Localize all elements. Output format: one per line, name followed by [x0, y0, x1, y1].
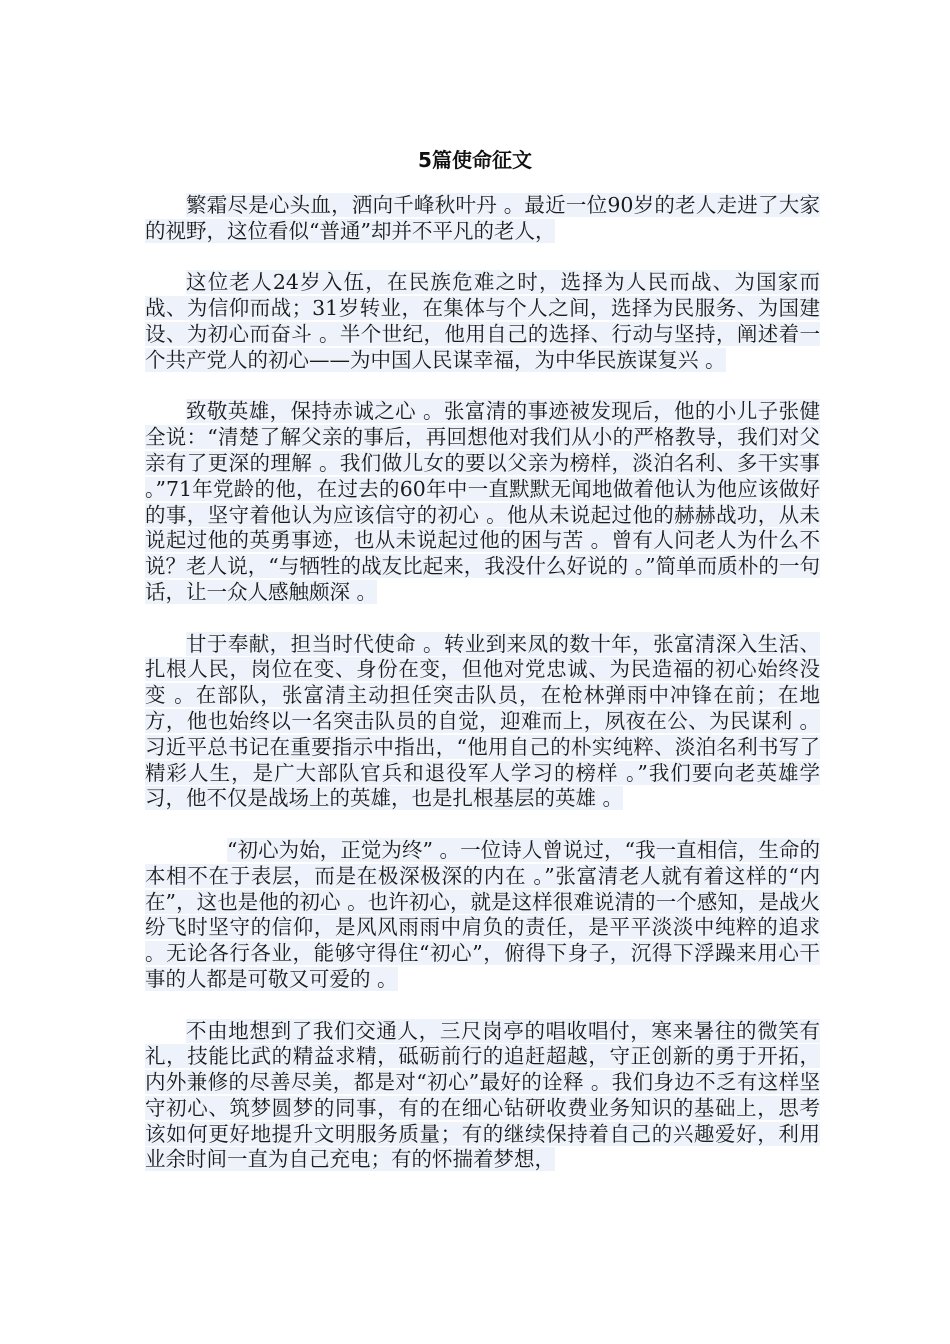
paragraph-1	[145, 193, 820, 245]
paragraph-text: 甘于奉献，担当时代使命 。转业到来凤的数十年，张富清深入生活、扎根人民，岗位在变、身份在变，但他对党忠诚、为民造福的初心始终没变 。在部队，张富清主动担任突击队员，在枪林弹雨中冲锋在前；在地方，他也始终以一名突击队员的自觉，迎难而上，夙夜在公、为民谋利 。习近平总书记在重要指示中指出，“他用自己的朴实纯粹、淡泊名利书写了精彩人生，是广大部队官兵和退役军人学习的榜样 。”我们要向老英雄学习，他不仅是战场上的英雄，也是扎根基层的英雄 。	[145, 631, 820, 811]
paragraph-4	[145, 632, 820, 813]
document-body	[145, 193, 820, 1199]
paragraph-text: 这位老人24岁入伍，在民族危难之时，选择为人民而战、为国家而战、为信仰而战；31岁转业，在集体与个人之间，选择为民服务、为国建设、为初心而奋斗 。半个世纪，他用自己的选择、行动与坚持，阐述着一个共产党人的初心——为中国人民谋幸福，为中华民族谋复兴 。	[145, 270, 820, 372]
paragraph-text: 致敬英雄，保持赤诚之心 。张富清的事迹被发现后，他的小儿子张健全说：“清楚了解父亲的事后，再回想他对我们从小的严格教导，我们对父亲有了更深的理解 。我们做儿女的要以父亲为榜样，淡泊名利、多干实事 。”71年党龄的他，在过去的60年中一直默默无闻地做着他认为他应该做好的事，坚守着他认为应该信守的初心 。他从未说起过他的赫赫战功，从未说起过他的英勇事迹，也从未说起过他的困与苦 。曾有人问老人为什么不说？老人说，“与牺牲的战友比起来，我没什么好说的 。”简单而质朴的一句话，让一众人感触颇深 。	[145, 399, 820, 604]
paragraph-2	[145, 270, 820, 373]
paragraph-text: 不由地想到了我们交通人，三尺岗亭的唱收唱付，寒来暑往的微笑有礼，技能比武的精益求精，砥砺前行的追赶超越，守正创新的勇于开拓，内外兼修的尽善尽美，都是对“初心”最好的诠释 。我们身边不乏有这样坚守初心、筑梦圆梦的同事，有的在细心钻研收费业务知识的基础上，思考该如何更好地提升文明服务质量；有的继续保持着自己的兴趣爱好，利用业余时间一直为自己充电；有的怀揣着梦想，	[145, 1018, 820, 1172]
paragraph-text: “初心为始，正觉为终” 。一位诗人曾说过，“我一直相信，生命的本相不在于表层，而是在极深极深的内在 。”张富清老人就有着这样的“内在”，这也是他的初心 。也许初心，就是这样很难说清的一个感知，是战火纷飞时坚守的信仰，是风风雨雨中肩负的责任，是平平淡淡中纯粹的追求 。无论各行各业，能够守得住“初心”，俯得下身子，沉得下浮躁来用心干事的人都是可敬又可爱的 。	[145, 837, 820, 991]
paragraph-text: 繁霜尽是心头血，洒向千峰秋叶丹 。最近一位90岁的老人走进了大家的视野，这位看似“普通”却并不平凡的老人，	[145, 193, 820, 243]
paragraph-5	[145, 838, 820, 993]
paragraph-3	[145, 399, 820, 605]
paragraph-6	[145, 1019, 820, 1174]
document-title: 5篇使命征文	[418, 148, 532, 172]
